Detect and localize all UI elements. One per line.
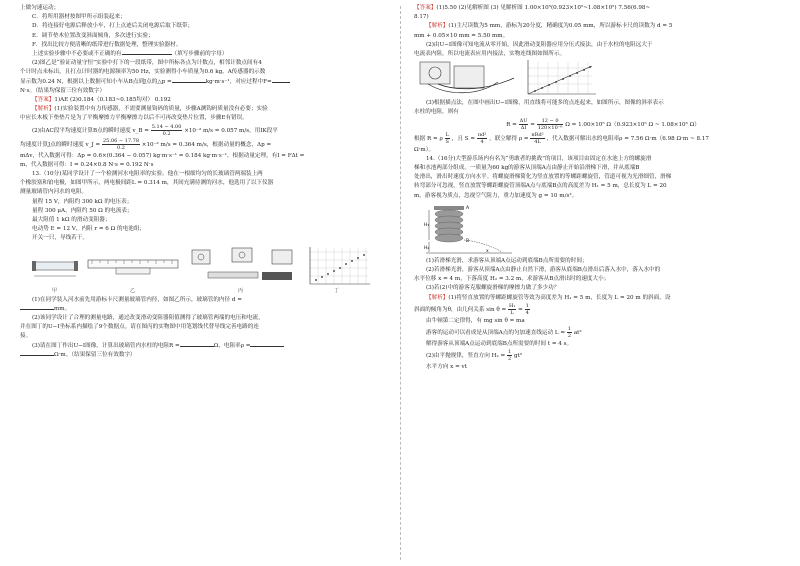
fraction: $\frac{L}{S}$ (445, 131, 449, 145)
analysis-line: 水柱的电阻，则有 (414, 109, 459, 116)
label-h2: H₂ (424, 245, 430, 251)
analysis-line: mm + 0.05×10 mm = 5.50 mm。 (414, 32, 509, 39)
answer-blank (122, 54, 172, 55)
question-line: 接。 (20, 333, 32, 340)
question-line: (2)若滑梯光滑，游客从顶端A点由静止自然下滑，游客从底端B点滑出后落入水中，落入水中的 (426, 267, 661, 274)
analysis-line: 电流表内阻，所以电流表应用内接法，实物连线图如图所示。 (414, 51, 566, 58)
answer-blank (180, 346, 214, 347)
answer-line: 8.17) (414, 14, 429, 21)
question-line: (1)在同学装入河水前先用游标卡尺测量玻璃管内径，如图乙所示，玻璃管的内径 d = (32, 296, 242, 303)
answer-line: 【答案】(1)5.50 (2)见解析图 (3) 见解析图 1.00×10⁵(0.923×10⁵~1.08×10⁵) 7.56(6.98~ (414, 5, 651, 11)
answer-blank (20, 309, 54, 310)
formula-line: 游客的运动可以看成是从顶端A点的匀加速直线运动 L = $\frac{1}{2}$ at² (426, 326, 582, 340)
question-line: mm。 (20, 305, 398, 314)
glass-tube-diagram (30, 246, 80, 290)
question-line: (3)若(2)中的游客克服螺旋滑梯的摩擦力做了多少功？ (426, 285, 560, 292)
label-b: B (466, 238, 470, 244)
formula-line: (2)由平抛规律，竖直方向 H₂ = $\frac{1}{2}$ gt² (426, 349, 523, 363)
column-divider (400, 6, 401, 560)
answer-blank (272, 82, 290, 83)
figure-caption: 丁 (334, 287, 340, 294)
text-line: C．将所用器材按图甲所示组装起来； (32, 14, 126, 21)
answer-line: 【答案】1)AE (2)0.184（0.183~0.185均对） 0.192 (32, 97, 171, 104)
question-line: 测量玻璃管内河水的电阻。 (20, 189, 88, 196)
analysis-line: 【解析】(1)主尺读数为5 mm，游标为20分度，精确度为0.05 mm，所以游标卡尺的读数为 d = 5 (426, 23, 673, 30)
question-line: 处滑出，滑出时速度方向水平。将螺旋滑梯简化为竖直放置的等螺距螺旋管，管道可视为光滑细管，滑梯 (414, 174, 672, 181)
fraction: $\frac{1}{4}$ (525, 302, 529, 316)
text-line: D．将连接好电源后释放小车，打上点迹后关闭电源后取下纸带； (32, 23, 194, 30)
fraction: $\frac{5.14 - 4.00}{0.2}$ (151, 123, 182, 137)
analysis-line: m，代入数据可得：I = 0.24×0.8 N·s = 0.192 N·s (20, 161, 154, 168)
fraction: $\frac{1}{2}$ (508, 349, 512, 363)
label-a: A (466, 205, 470, 211)
text-line: 上做匀速运动； (20, 5, 60, 11)
right-column (414, 4, 792, 372)
question-line: Ω·m。（结果保留三位有效数字） (20, 351, 398, 360)
question-line: m，游客视为质点，忽视空气阻力，重力加速度为 g = 10 m/s²。 (414, 192, 578, 199)
figure-caption: 甲 (52, 287, 58, 294)
text-line: F．找出比较方便清晰的纸带进行数据处理，整理实验器材。 (32, 41, 182, 48)
answer-blank (172, 82, 206, 83)
question-line: 并在图丁的U−I坐标系内描绘了9个数据点。请在图丙的实物图中用笔划线代替导线完善电路的连 (20, 324, 259, 331)
u-i-grid (304, 246, 374, 290)
fraction: $\frac{\text{πRd²}}{4L}$ (531, 131, 544, 145)
equipment-item: 最大阻值 1 kΩ 的滑动变阻器； (32, 217, 111, 224)
analysis-line: 【解析】(1)将竖直放置的等螺距螺旋管等效为高度差为 H₁ = 5 m，长度为 L = 20 m 的斜面，设 (426, 294, 671, 301)
analysis-line: (2)由U−I图像可知电流从零开始，因此滑动变阻器应用分压式接法，由于水柱的电阻远大于 (426, 41, 653, 48)
formula-line: 均速度计算J点的瞬时速度 v_J = $\frac{25.06 - 17.78}{0.2}$ ×10⁻² m/s = 0.364 m/s，根据动量的概念，Δp = (20, 137, 272, 151)
fraction: $\frac{\text{πd²}}{4}$ (477, 131, 487, 145)
analysis-line: 解得游客从顶端A点运动到底端B点所需要的时间 t = 4 s。 (426, 341, 573, 348)
formula-line: R = $\frac{\Delta U}{\Delta I}$ = $\frac{12 - 0}{\text{120×10⁻⁶}}$ Ω = 1.00×10⁵ Ω（0.923×10⁵ Ω ~ 1.08×10⁵ Ω） (506, 117, 700, 131)
analysis-line: Ω·m）。 (414, 146, 435, 153)
equipment-item: 开关一只，导线若干。 (32, 235, 88, 242)
formula-line: (2)由AC段平均速度计算B点的瞬时速度 v_B = $\frac{5.14 - 4.00}{0.2}$ ×10⁻² m/s = 0.057 m/s，用IK段平 (32, 123, 278, 137)
text-line: N·s。（结果均保留三位有效数字） (20, 87, 106, 94)
circuit-answer-diagram (418, 60, 608, 98)
figure-ui-graph (304, 246, 374, 294)
question-line: 显示数为0.24 N，根据以上数据可知小车从B点到J点的△p = kg·m·s⁻¹，对应过程中F= (20, 78, 398, 87)
text-line: (2)图乙是“验证动量守恒”实验中打下的一段纸带，图中所标各点为计数点，相邻计数点间有4 (32, 60, 262, 67)
analysis-line: 【解析】(1)实验装置中有力传感器，不需要测量钩码的质量，步骤A测钩码质量没有必要；实验 (32, 106, 268, 113)
analysis-line: (3)根据描点法，在图中画出U−I图像，用直线将可能多的点连起来，如图所示，图像的斜率表示 (426, 100, 664, 107)
analysis-line: 由牛顿第二定律得，有 mg sin θ = ma (426, 317, 525, 324)
question-line: 上述实验步骤中不必要或不正确的有 （填写步骤前的字母） (32, 51, 228, 58)
question-line: 梯和水池两部分组成。一质量为60 kg的游客从顶端A点由静止开始沿滑梯下滑，并从底端B (414, 165, 640, 172)
equipment-item: 量程 15 V，内阻约 300 kΩ 的电压表； (32, 198, 133, 205)
formula-line: 根据 R = ρ $\frac{L}{S}$ ，且 S = $\frac{\text{πd²}}{4}$ ，联立解得 ρ = $\frac{\text{πRd²}}{4L}$ ，代入数据可解出水的电阻率ρ = 7.56 Ω·m（6.98 Ω·m ~ 8.17 (414, 131, 709, 145)
formula-line: 斜面的倾角为θ，由几何关系 sin θ = $\frac{\text{H₁}}{L}$ = $\frac{1}{4}$ (414, 302, 529, 316)
question-line: (3)请在图丁作出U−I图像，计算出玻璃管内水柱的电阻R = Ω，电阻率ρ = (20, 342, 398, 351)
figure-tube (30, 246, 80, 294)
equipment-item: 量程 300 μA，内阻约 50 Ω 的电流表； (32, 207, 133, 214)
question-line: 转弯部分可忽视，竖直放置等螺距螺旋管顶端A点与底端B点的高度差为 H₁ = 5 m，总长度为 L = 20 (414, 183, 667, 190)
analysis-line: mΔv，代入数据可得：Δp = 0.6×(0.364 − 0.057) kg·m·s⁻¹ = 0.184 kg·m·s⁻¹，根据动量定理，有I = FΔt = (20, 152, 305, 159)
fraction: $\frac{\text{H₁}}{L}$ (508, 302, 516, 316)
figure-circuit (188, 246, 298, 294)
analysis-line: 中应长木板下垫垫片是为了平衡摩擦力平衡摩擦力以后不可再改变垫片位置，步骤E有错误。 (20, 115, 248, 122)
question-line: (1)若滑梯光滑，求游客从顶端A点运动到底端B点所需要的时间； (426, 257, 588, 264)
figure-row (414, 59, 792, 99)
question-line: 13.（10分)某同学设计了一个检测河水电阻率的实验。他在一根细均匀的长玻璃管两端装上两 (32, 171, 263, 178)
question-line: 14.（16分)大型游乐场内有名为“勇敢者的挑战”的项目，该项目由固定在水池上方的螺旋滑 (426, 155, 652, 162)
question-line: 水平位移 x = 4 m，下落高度 H₂ = 3.2 m，求游客从B点滑出时的速度大小； (414, 276, 610, 283)
left-column (20, 4, 398, 360)
figure-row (414, 201, 792, 257)
answer-blank (250, 346, 284, 347)
question-line: (2)该同学设计了合理的测量电路，通过改变滑动变阻器阻值测得了玻璃管两端的电压和电流， (32, 315, 264, 322)
figure-caption: 乙 (130, 287, 136, 294)
text-line: E．调节垫木位置改变斜面倾角，多次进行实验； (32, 32, 154, 39)
figure-caption: 丙 (238, 287, 244, 294)
fraction: $\frac{\Delta U}{\Delta I}$ (519, 117, 528, 131)
fraction: $\frac{1}{2}$ (567, 326, 572, 340)
equipment-item: 电动势 E = 12 V，内阻 r = 6 Ω 的电池组； (32, 226, 146, 233)
circuit-apparatus-diagram (188, 246, 298, 290)
label-h1: H₁ (424, 222, 430, 228)
text-line: 个计时点未标出，且打点计时器的电源频率为50 Hz，实验测得小车质量为0.6 kg，A传感器的示数 (20, 69, 266, 76)
figure-row (20, 246, 398, 294)
label-x: x (486, 248, 489, 254)
vernier-caliper-diagram (86, 246, 182, 290)
answer-blank (20, 355, 54, 356)
fraction: $\frac{12 - 0}{\text{120×10⁻⁶}}$ (537, 117, 563, 131)
spiral-slide-diagram (424, 202, 514, 256)
question-line: 个橡胶塞和铂电极，如图甲所示，两电极间距L = 0.314 m，其间充满待测的河水，他选用了以下仪器 (20, 180, 274, 187)
analysis-line: 水平方向 x = vt (426, 364, 467, 371)
fraction: $\frac{25.06 - 17.78}{0.2}$ (103, 137, 139, 151)
figure-caliper (86, 246, 182, 294)
